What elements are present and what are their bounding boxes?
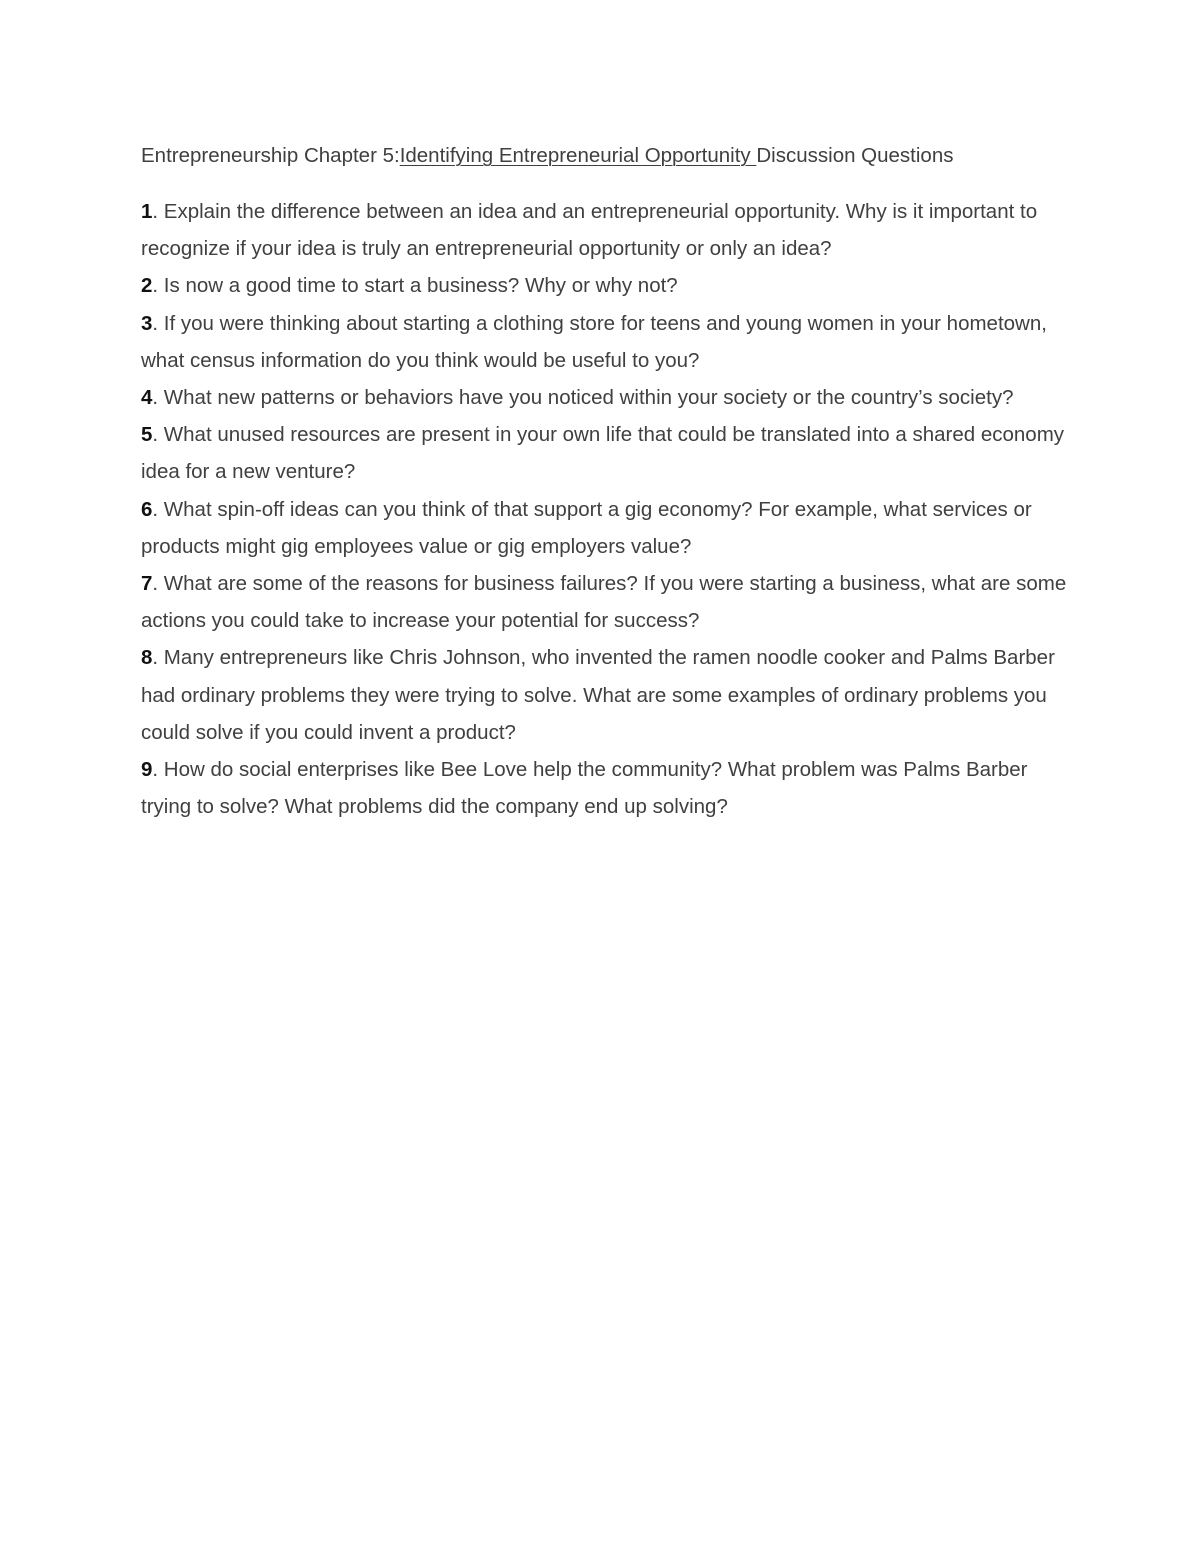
question-text: . If you were thinking about starting a clothing store for teens and young women in your hometown, what census information do you think would be useful to you? [141,311,1047,372]
question-text: . What unused resources are present in your own life that could be translated into a shared economy idea for a new venture? [141,423,1065,484]
title-prefix: Entrepreneurship Chapter 5: [141,144,400,167]
question-number: 2 [141,274,153,298]
question-number: 6 [141,497,153,521]
question-number: 3 [141,311,153,335]
question-item [141,491,1071,565]
question-number: 4 [141,386,153,410]
question-text: . What are some of the reasons for business failures? If you were starting a business, what are some actions you could take to increase your potential for success? [141,572,1067,633]
question-text: . Explain the difference between an idea and an entrepreneurial opportunity. Why is it important to recognize if your idea is truly an entrepreneurial opportunity or only an idea? [141,200,1038,261]
question-text: . Many entrepreneurs like Chris Johnson, who invented the ramen noodle cooker and Palms Barber had ordinary problems they were trying to solve. What are some examples of ordinary problems you could solve if you could invent a product? [141,646,1055,744]
question-number: 9 [141,758,153,782]
title-suffix: Discussion Questions [756,144,954,167]
question-item [141,305,1071,379]
question-number: 8 [141,646,153,670]
question-item [141,751,1071,825]
question-number: 7 [141,572,153,596]
question-text: . How do social enterprises like Bee Love help the community? What problem was Palms Barber trying to solve? What problems did the company end up solving? [141,758,1028,819]
question-item [141,379,1071,416]
question-number: 1 [141,200,153,223]
question-text: . What spin-off ideas can you think of that support a gig economy? For example, what services or products might gig employees value or gig employers value? [141,497,1032,558]
question-item [141,565,1071,639]
document-title [141,140,1071,172]
question-text: . Is now a good time to start a business? Why or why not? [152,274,678,298]
question-text: . What new patterns or behaviors have you noticed within your society or the country’s society? [152,386,1014,410]
document-page [141,140,1071,825]
question-number: 5 [141,423,153,447]
question-list [141,193,1071,825]
title-chapter-name: Identifying Entrepreneurial Opportunity [399,144,757,167]
question-item [141,416,1071,490]
question-item [141,193,1071,267]
question-item [141,639,1071,751]
question-item [141,267,1071,304]
